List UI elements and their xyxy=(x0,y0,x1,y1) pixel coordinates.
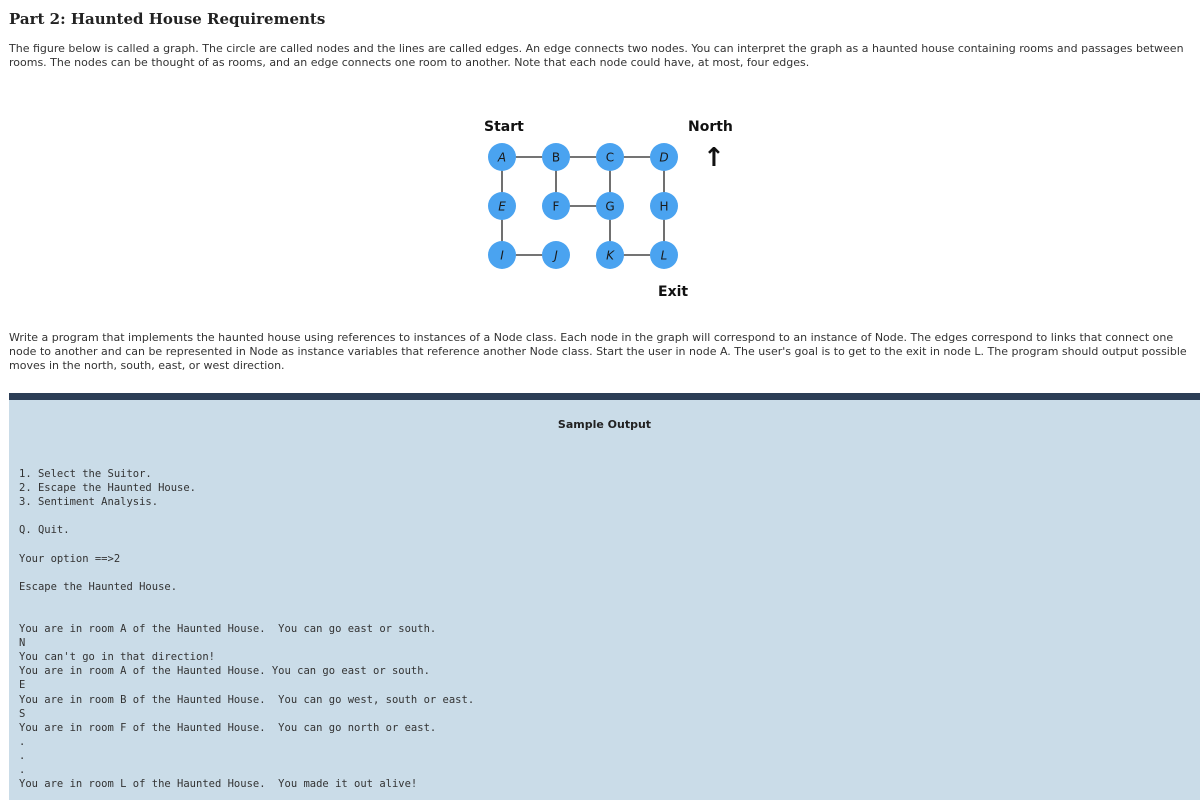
console-line xyxy=(19,566,474,580)
node-label-a: A xyxy=(497,150,507,165)
node-label-g: G xyxy=(605,199,615,214)
node-label-j: J xyxy=(554,248,558,263)
console-line: Escape the Haunted House. xyxy=(19,580,178,593)
console-line: 3. Sentiment Analysis. xyxy=(19,496,159,509)
console-line: Q. Quit. xyxy=(19,524,70,537)
console-line: You are in room B of the Haunted House. You can go west, south or east. xyxy=(19,693,475,706)
console-line: You can't go in that direction! xyxy=(19,651,215,664)
console-line: 1. Select the Suitor. xyxy=(19,468,152,480)
node-label-d: D xyxy=(659,150,669,165)
node-label-c: C xyxy=(605,150,615,165)
sample-output-panel xyxy=(9,393,1200,800)
node-label-h: H xyxy=(659,199,669,214)
console-line: Your option ==>2 xyxy=(19,552,121,565)
console-line: . xyxy=(19,763,26,776)
north-label: North xyxy=(688,119,733,135)
console-line xyxy=(19,537,474,551)
console-output xyxy=(19,467,474,791)
exit-label: Exit xyxy=(658,284,689,300)
console-line: N xyxy=(19,637,26,650)
node-label-e: E xyxy=(498,199,506,214)
console-line: You are in room F of the Haunted House. You can go north or east. xyxy=(19,721,437,734)
node-label-l: L xyxy=(660,248,668,263)
console-line: You are in room A of the Haunted House. You can go east or south. xyxy=(19,623,437,636)
console-line: S xyxy=(19,707,26,720)
console-line: 2. Escape the Haunted House. xyxy=(19,482,197,495)
console-line xyxy=(19,608,474,622)
page-heading: Part 2: Haunted House Requirements xyxy=(9,10,326,28)
node-label-k: K xyxy=(606,248,614,263)
sample-output-title: Sample Output xyxy=(557,418,652,431)
north-arrow-icon: ↑ xyxy=(703,143,725,173)
instructions-paragraph: Write a program that implements the haunted house using references to instances of a Node class. Each node in the graph will correspond to an instance of Node. The edges correspond to links that connect one node to another and can be represented in Node as instance variables that reference another Node class. Start the user in node A. The user's goal is to get to the exit in node L. The program should output possible moves in the north, south, east, or west direction. xyxy=(9,331,1187,372)
console-line xyxy=(19,594,474,608)
console-line: You are in room A of the Haunted House. You can go east or south. xyxy=(19,665,430,678)
console-line: E xyxy=(19,679,26,692)
node-label-f: F xyxy=(552,199,560,214)
console-line: You are in room L of the Haunted House. You made it out alive! xyxy=(19,778,418,791)
console-line: . xyxy=(19,735,26,748)
intro-paragraph: The figure below is called a graph. The circle are called nodes and the lines are called edges. An edge connects two nodes. You can interpret the graph as a haunted house containing rooms and passages between rooms. The nodes can be thought of as rooms, and an edge connects one room to another. Note that each node could have, at most, four edges. xyxy=(9,42,1184,69)
haunted-house-graph xyxy=(470,108,740,303)
console-line xyxy=(19,509,474,523)
node-label-i: I xyxy=(500,248,504,263)
start-label: Start xyxy=(484,119,524,135)
node-label-b: B xyxy=(551,150,561,165)
console-line: . xyxy=(19,749,26,762)
